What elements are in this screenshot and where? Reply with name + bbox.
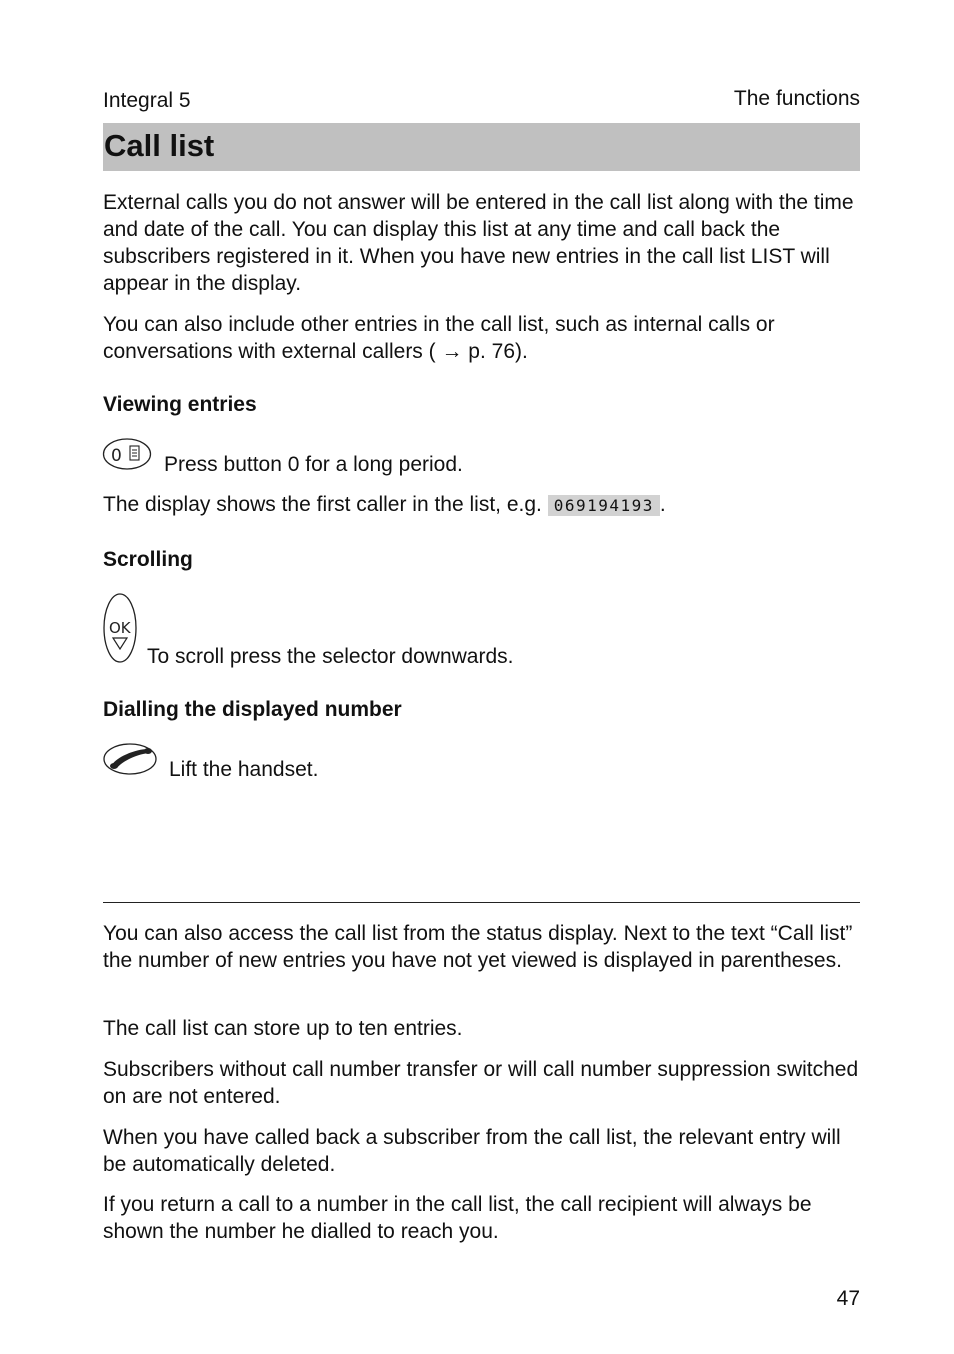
page-title: Call list [104, 128, 215, 163]
note-paragraph: When you have called back a subscriber from the call list, the relevant entry will be automatically deleted. [103, 1126, 841, 1176]
note-paragraph: The call list can store up to ten entries. [103, 1017, 463, 1040]
key-0-icon [102, 437, 152, 476]
header-right: The functions [733, 87, 860, 110]
display-suffix: . [659, 493, 666, 516]
scrolling-heading: Scrolling [103, 548, 193, 571]
svg-text:0: 0 [111, 446, 122, 466]
title-bar [103, 123, 860, 171]
header-left: Integral 5 [103, 89, 191, 112]
ok-selector-icon [101, 591, 141, 670]
viewing-heading: Viewing entries [103, 393, 257, 416]
handset-icon [102, 741, 160, 782]
ok-label: OK [109, 619, 131, 637]
note-paragraph: If you return a call to a number in the call list, the call recipient will always be shown the number he dialled to reach you. [103, 1193, 812, 1243]
scrolling-step: To scroll press the selector downwards. [147, 645, 514, 668]
note-paragraph: Subscribers without call number transfer or will call number suppression switched on are not entered. [103, 1058, 859, 1108]
viewing-step: Press button 0 for a long period. [164, 453, 463, 476]
page-number: 47 [836, 1287, 860, 1310]
display-line [103, 492, 666, 519]
note-paragraph: You can also access the call list from the status display. Next to the text “Call list” the number of new entries you have not yet viewed is displayed in parentheses. [103, 922, 853, 972]
display-text: The display shows the first caller in the list, e.g. [103, 493, 542, 516]
lcd-display-value: 069194193 [548, 495, 660, 516]
intro-paragraph: External calls you do not answer will be entered in the call list along with the time and date of the call. You can display this list at any time and call back the subscribers registered in it. When you have new entries in the call list LIST will appear in the display. [103, 191, 854, 295]
intro-paragraph: You can also include other entries in the call list, such as internal calls or conversations with external callers ( → p. 76). [103, 313, 775, 363]
dialling-step: Lift the handset. [169, 758, 319, 781]
section-divider [103, 902, 860, 903]
dialling-heading: Dialling the displayed number [103, 698, 402, 721]
